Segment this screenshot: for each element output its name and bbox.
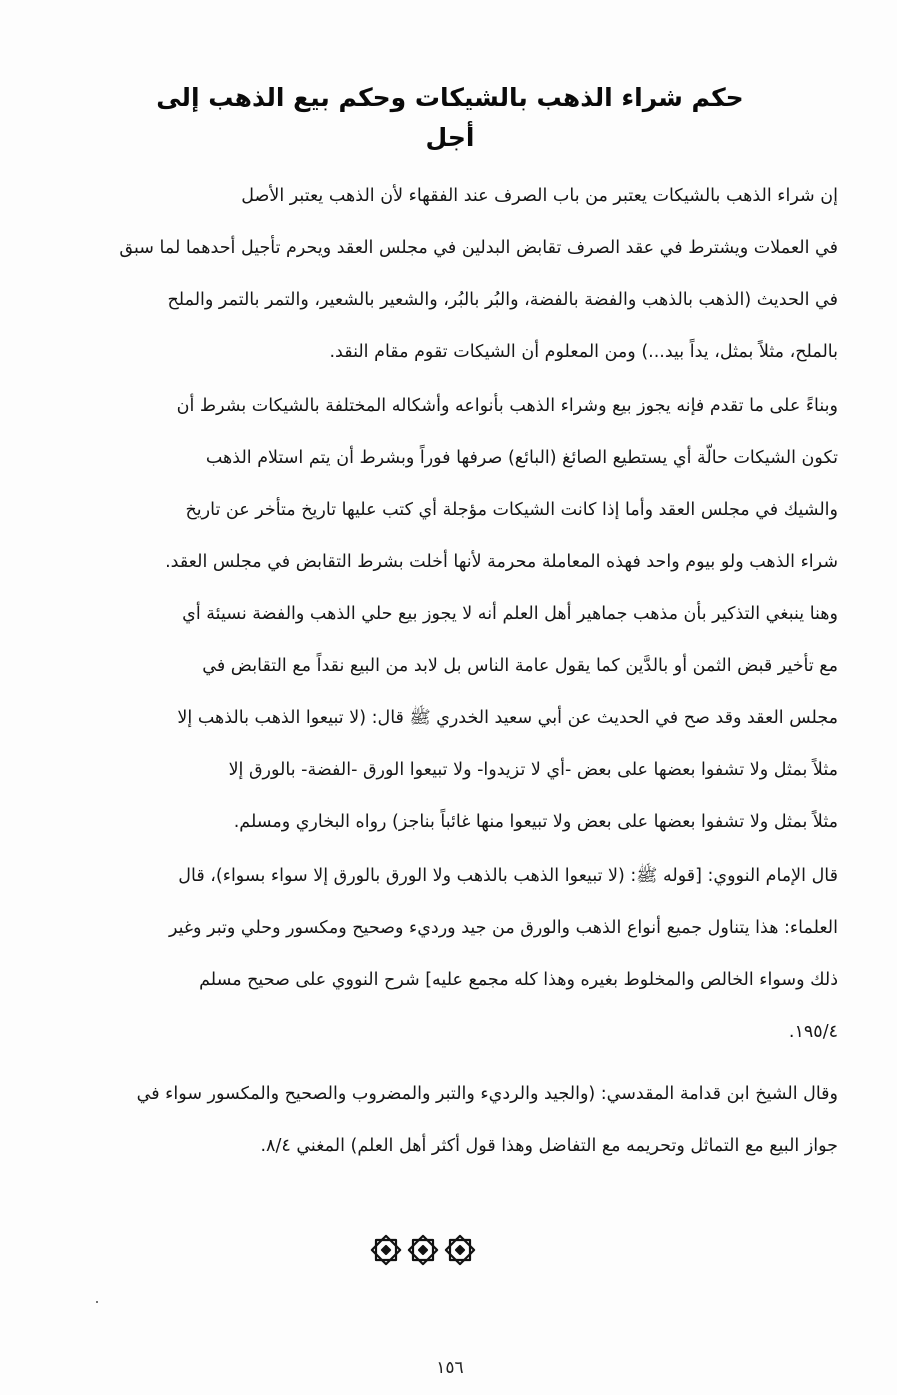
text-line: مجلس العقد وقد صح في الحديث عن أبي سعيد الخدري ﷺ قال: (لا تبيعوا الذهب بالذهب إلا [177, 708, 838, 728]
scan-speck [96, 1301, 98, 1303]
paragraph-1 [38, 170, 838, 378]
ornament-divider-icon [368, 1232, 478, 1268]
paragraph-2 [38, 380, 838, 848]
text-line: مثلاً بمثل ولا تشفوا بعضها على بعض ولا تبيعوا منها غائباً بناجز) رواه البخاري ومسلم. [233, 812, 838, 832]
text-line: شراء الذهب ولو بيوم واحد فهذه المعاملة محرمة لأنها أخلت بشرط التقابض في مجلس العقد. [165, 552, 838, 572]
page-title: حكم شراء الذهب بالشيكات وحكم بيع الذهب إلى أجل [156, 83, 744, 152]
text-line: بالملح، مثلاً بمثل، يداً بيد...) ومن المعلوم أن الشيكات تقوم مقام النقد. [329, 342, 838, 362]
paragraph-4 [38, 1068, 838, 1172]
text-line: إن شراء الذهب بالشيكات يعتبر من باب الصرف عند الفقهاء لأن الذهب يعتبر الأصل [241, 186, 838, 206]
text-line: مع تأخير قبض الثمن أو بالدَّين كما يقول عامة الناس بل لابد من البيع نقداً مع التقابض في [202, 656, 838, 676]
text-line: جواز البيع مع التماثل وتحريمه مع التفاضل وهذا قول أكثر أهل العلم) المغني ٨/٤. [260, 1136, 838, 1156]
text-line: في الحديث (الذهب بالذهب والفضة بالفضة، والبُر بالبُر، والشعير بالشعير، والتمر بالتمر والملح [167, 290, 838, 310]
text-line: تكون الشيكات حالّة أي يستطيع الصائغ (البائع) صرفها فوراً وبشرط أن يتم استلام الذهب [205, 448, 838, 468]
text-line: ١٩٥/٤. [788, 1022, 838, 1042]
text-line: في العملات ويشترط في عقد الصرف تقابض البدلين في مجلس العقد ويحرم تأجيل أحدهما لما سبق [119, 238, 838, 258]
text-line: مثلاً بمثل ولا تشفوا بعضها على بعض -أي لا تزيدوا- ولا تبيعوا الورق -الفضة- بالورق إلا [228, 760, 838, 780]
text-line: العلماء: هذا يتناول جميع أنواع الذهب والورق من جيد ورديء وصحيح ومكسور وحلي وتبر وغير [168, 918, 838, 938]
paragraph-3 [38, 850, 838, 1058]
text-line: وقال الشيخ ابن قدامة المقدسي: (والجيد والرديء والتبر والمضروب والصحيح والمكسور سواء في [136, 1084, 838, 1104]
text-line: والشيك في مجلس العقد وأما إذا كانت الشيكات مؤجلة أي كتب عليها تاريخ متأخر عن تاريخ [185, 500, 838, 520]
page-number: ١٥٦ [436, 1358, 464, 1378]
text-line: وبناءً على ما تقدم فإنه يجوز بيع وشراء الذهب بأنواعه وأشكاله المختلفة بالشيكات بشرط أن [176, 396, 838, 416]
text-line: ذلك وسواء الخالص والمخلوط بغيره وهذا كله مجمع عليه] شرح النووي على صحيح مسلم [199, 970, 838, 990]
text-line: قال الإمام النووي: [قوله ﷺ: (لا تبيعوا الذهب بالذهب ولا الورق بالورق إلا سواء بسواء)، قال [178, 866, 838, 886]
text-line: وهنا ينبغي التذكير بأن مذهب جماهير أهل العلم أنه لا يجوز بيع حلي الذهب والفضة نسيئة أي [182, 604, 838, 624]
